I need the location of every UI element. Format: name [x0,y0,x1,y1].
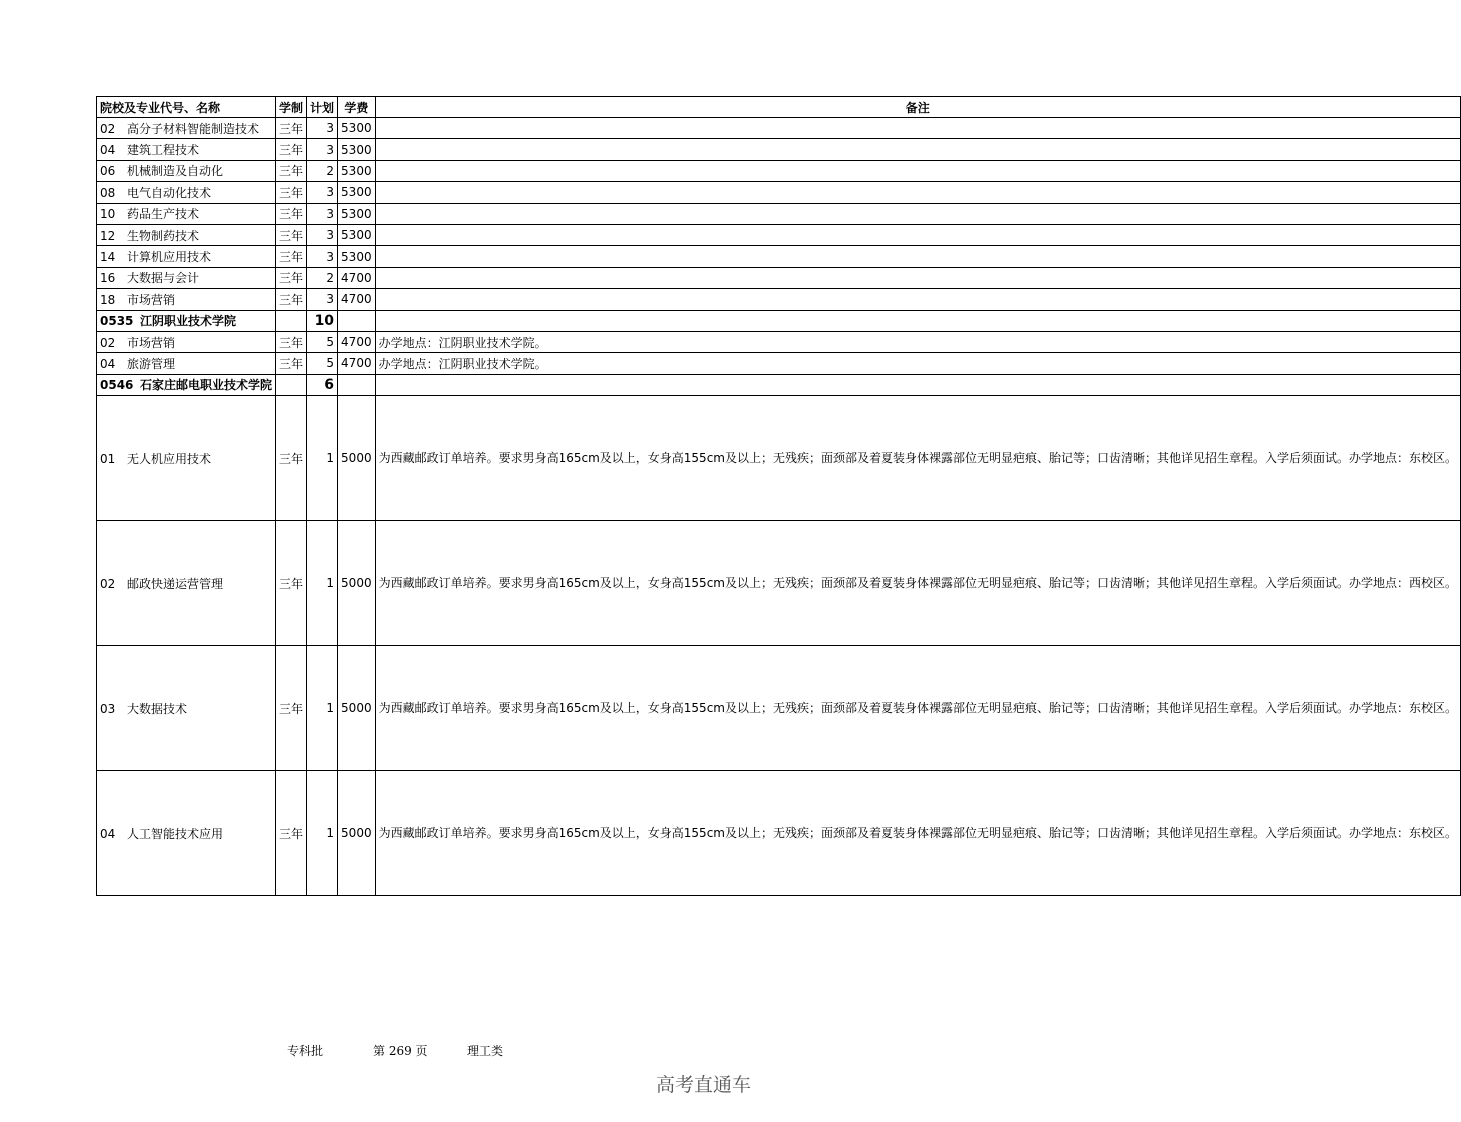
tuition-cell: 4700 [338,331,376,352]
tuition-cell: 5000 [338,396,376,521]
tuition-cell: 4700 [338,289,376,310]
plan-cell: 3 [307,118,338,139]
tuition-cell: 5000 [338,646,376,771]
major-code: 02 [100,335,116,350]
note-cell: 为西藏邮政订单培养。要求男身高165cm及以上，女身高155cm及以上；无残疾；面颈部及着夏装身体裸露部位无明显疤痕、胎记等；口齿清晰；其他详见招生章程。入学后须面试。办学地点：西校区。 [375,521,1460,646]
major-code: 03 [100,701,116,716]
school-row [97,374,1461,395]
note-cell [375,160,1460,181]
header-tuition: 学费 [338,97,376,118]
plan-cell: 3 [307,139,338,160]
duration-cell: 三年 [276,139,307,160]
major-code: 14 [100,250,116,265]
major-name: 机械制造及自动化 [127,164,224,179]
major-code: 01 [100,451,116,466]
plan-cell: 1 [307,771,338,896]
table-row [97,521,1461,646]
major-code: 02 [100,576,116,591]
school-plan-total: 6 [307,374,338,395]
plan-cell: 3 [307,182,338,203]
footer-batch: 专科批 [287,1044,324,1058]
major-name: 电气自动化技术 [127,185,212,200]
major-name: 旅游管理 [127,356,176,371]
tuition-cell: 5300 [338,246,376,267]
plan-cell: 3 [307,203,338,224]
tuition-cell: 4700 [338,267,376,288]
table-row [97,160,1461,181]
note-cell: 为西藏邮政订单培养。要求男身高165cm及以上，女身高155cm及以上；无残疾；面颈部及着夏装身体裸露部位无明显疤痕、胎记等；口齿清晰；其他详见招生章程。入学后须面试。办学地点：东校区。 [375,396,1460,521]
note-cell: 为西藏邮政订单培养。要求男身高165cm及以上，女身高155cm及以上；无残疾；面颈部及着夏装身体裸露部位无明显疤痕、胎记等；口齿清晰；其他详见招生章程。入学后须面试。办学地点：东校区。 [375,646,1460,771]
table-row [97,139,1461,160]
plan-cell: 2 [307,160,338,181]
table-row [97,289,1461,310]
header-name: 院校及专业代号、名称 [97,97,276,118]
major-code: 02 [100,121,116,136]
table-row [97,182,1461,203]
table-row [97,646,1461,771]
school-plan-total: 10 [307,310,338,331]
school-row [97,310,1461,331]
plan-cell: 3 [307,224,338,245]
major-name: 生物制药技术 [127,228,200,243]
major-name: 市场营销 [127,292,176,307]
duration-cell: 三年 [276,203,307,224]
major-code: 06 [100,164,116,179]
table-row [97,203,1461,224]
note-cell [375,182,1460,203]
tuition-cell: 5300 [338,139,376,160]
note-cell [375,267,1460,288]
school-code: 0546 [100,378,134,393]
plan-cell: 3 [307,246,338,267]
note-cell [375,139,1460,160]
duration-cell: 三年 [276,771,307,896]
watermark-text: 高考直通车 [656,1074,752,1096]
major-code: 04 [100,143,116,158]
note-cell [375,289,1460,310]
tuition-cell: 5300 [338,203,376,224]
major-name: 大数据与会计 [127,271,200,286]
major-name: 市场营销 [127,335,176,350]
tuition-cell: 5000 [338,521,376,646]
plan-cell: 1 [307,521,338,646]
tuition-cell: 5300 [338,224,376,245]
duration-cell: 三年 [276,118,307,139]
plan-cell: 2 [307,267,338,288]
table-row [97,331,1461,352]
header-note: 备注 [375,97,1460,118]
plan-cell: 3 [307,289,338,310]
duration-cell: 三年 [276,521,307,646]
note-cell [375,118,1460,139]
footer-page-number: 第 269 页 [373,1044,428,1058]
tuition-cell: 5300 [338,118,376,139]
duration-cell: 三年 [276,267,307,288]
major-name: 大数据技术 [127,701,188,716]
school-code: 0535 [100,314,134,329]
school-name: 江阴职业技术学院 [140,314,237,329]
major-code: 04 [100,356,116,371]
note-cell [375,246,1460,267]
duration-cell: 三年 [276,246,307,267]
note-cell [375,203,1460,224]
table-header-row [97,97,1461,118]
table-row [97,246,1461,267]
duration-cell: 三年 [276,289,307,310]
tuition-cell: 5000 [338,771,376,896]
major-name: 高分子材料智能制造技术 [127,121,260,136]
major-name: 药品生产技术 [127,207,200,222]
table-row [97,118,1461,139]
major-code: 18 [100,292,116,307]
note-cell: 办学地点：江阴职业技术学院。 [375,331,1460,352]
major-code: 10 [100,207,116,222]
note-cell [375,224,1460,245]
major-code: 04 [100,826,116,841]
header-plan: 计划 [307,97,338,118]
duration-cell: 三年 [276,160,307,181]
plan-cell: 5 [307,331,338,352]
tuition-cell: 5300 [338,160,376,181]
plan-cell: 5 [307,353,338,374]
footer-category: 理工类 [467,1044,504,1058]
note-cell: 为西藏邮政订单培养。要求男身高165cm及以上，女身高155cm及以上；无残疾；面颈部及着夏装身体裸露部位无明显疤痕、胎记等；口齿清晰；其他详见招生章程。入学后须面试。办学地点：东校区。 [375,771,1460,896]
plan-cell: 1 [307,646,338,771]
major-code: 08 [100,185,116,200]
header-duration: 学制 [276,97,307,118]
duration-cell: 三年 [276,353,307,374]
duration-cell: 三年 [276,331,307,352]
plan-cell: 1 [307,396,338,521]
major-name: 人工智能技术应用 [127,826,224,841]
duration-cell: 三年 [276,396,307,521]
table-row [97,396,1461,521]
major-code: 16 [100,271,116,286]
major-name: 无人机应用技术 [127,451,212,466]
table-row [97,224,1461,245]
duration-cell: 三年 [276,646,307,771]
duration-cell: 三年 [276,224,307,245]
tuition-cell: 5300 [338,182,376,203]
duration-cell: 三年 [276,182,307,203]
table-row [97,267,1461,288]
school-name: 石家庄邮电职业技术学院 [140,378,273,393]
table-row [97,353,1461,374]
note-cell: 办学地点：江阴职业技术学院。 [375,353,1460,374]
major-name: 计算机应用技术 [127,250,212,265]
major-name: 建筑工程技术 [127,143,200,158]
table-row [97,771,1461,896]
major-code: 12 [100,228,116,243]
admissions-table [96,96,1461,896]
tuition-cell: 4700 [338,353,376,374]
major-name: 邮政快递运营管理 [127,576,224,591]
